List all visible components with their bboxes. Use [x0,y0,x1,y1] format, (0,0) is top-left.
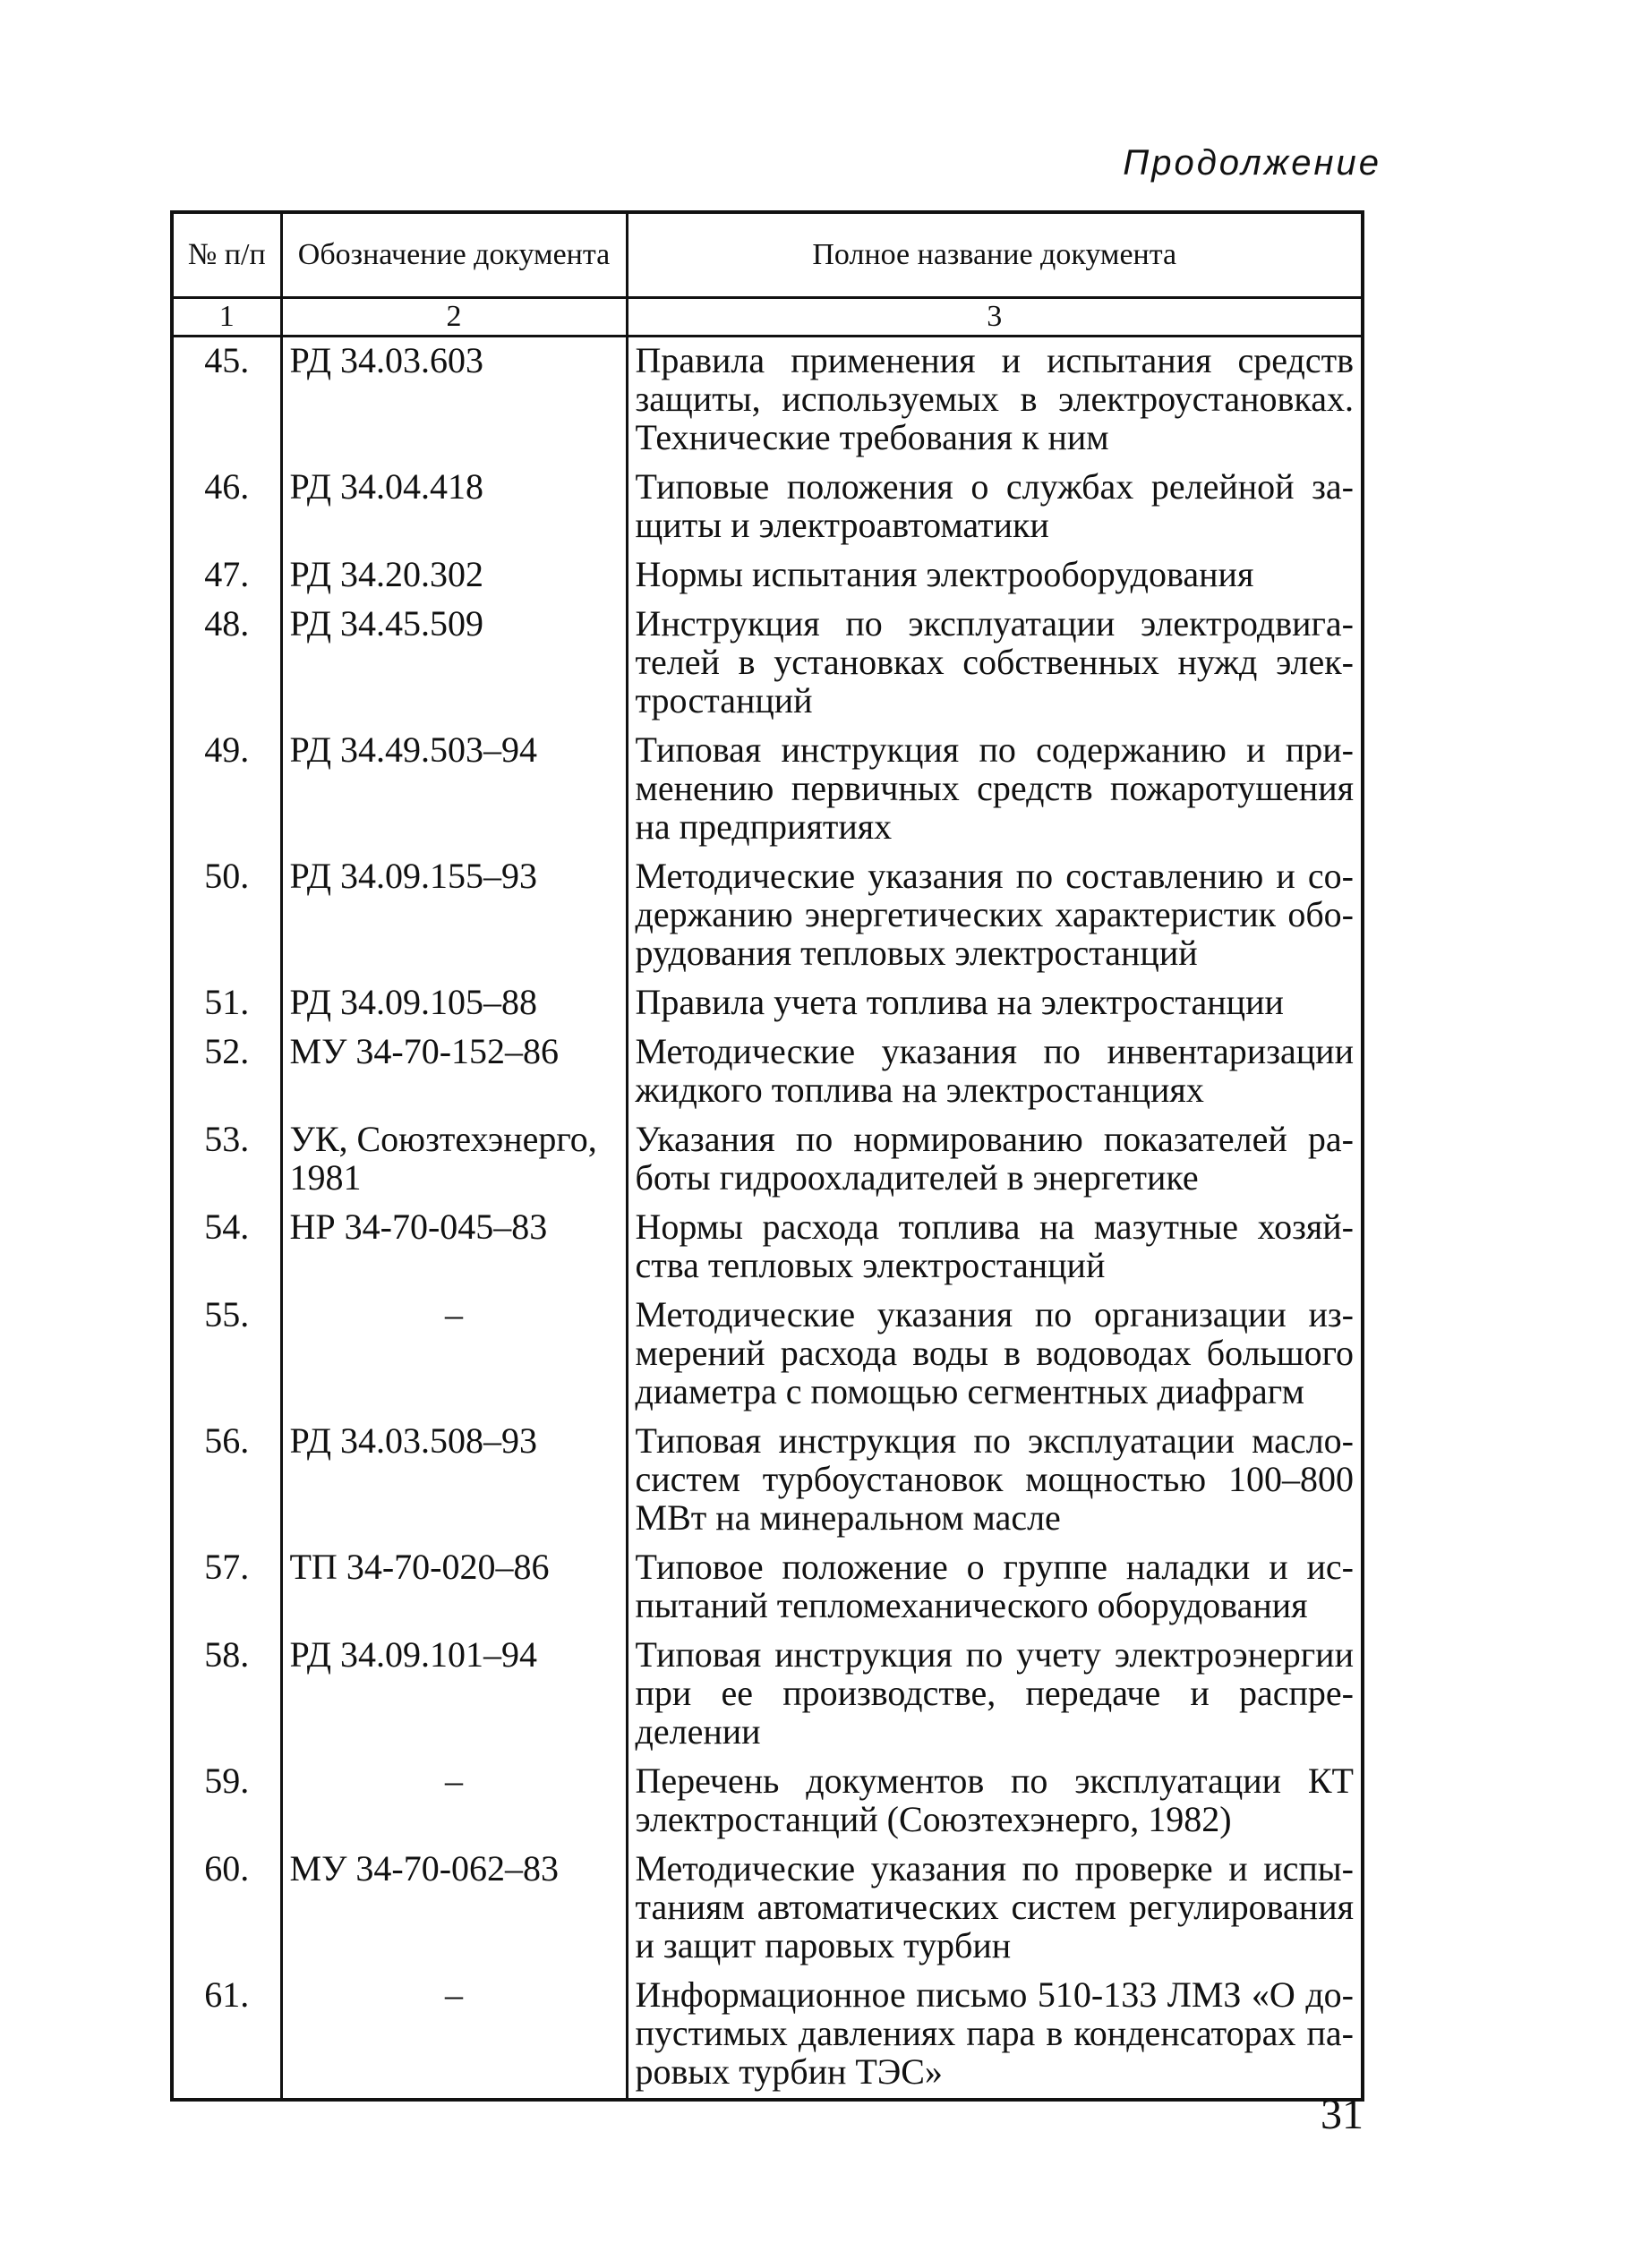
document-title: Методические указания по проверке и испытаниям автоматических систем регулирования и защит паровых турбин [627,1846,1363,1972]
table-row [172,1028,1363,1116]
row-number: 58. [172,1632,281,1758]
document-title: Перечень документов по эксплуатации КТ электростанций (Союзтехэнерго, 1982) [627,1758,1363,1846]
column-header-designation: Обозначение документа [281,212,627,298]
document-designation: РД 34.09.155–93 [281,853,627,979]
document-designation: РД 34.49.503–94 [281,727,627,853]
row-number: 59. [172,1758,281,1846]
document-designation: – [281,1972,627,2100]
document-title: Нормы расхода топлива на мазутные хозяйства тепловых электростанций [627,1204,1363,1292]
table-row [172,1632,1363,1758]
document-title: Правила применения и испытания средств защиты, используемых в электроустановках. Технические требования к ним [627,337,1363,465]
document-title: Методические указания по инвентаризации жидкого топлива на электростанциях [627,1028,1363,1116]
document-designation: РД 34.03.508–93 [281,1418,627,1544]
row-number: 46. [172,464,281,551]
table-row [172,464,1363,551]
document-designation: УК, Союзтехэнерго, 1981 [281,1116,627,1204]
document-designation: ТП 34-70-020–86 [281,1544,627,1632]
column-number-2: 2 [281,298,627,337]
document-title: Типовая инструкция по учету электроэнергии при ее производстве, передаче и распределении [627,1632,1363,1758]
column-number-1: 1 [172,298,281,337]
document-designation: – [281,1758,627,1846]
column-numbers-row [172,298,1363,337]
table-row [172,727,1363,853]
page-number: 31 [1321,2091,1364,2138]
column-number-3: 3 [627,298,1363,337]
document-title: Типовая инструкция по эксплуатации маслосистем турбоустановок мощностью 100–800 МВт на минеральном масле [627,1418,1363,1544]
row-number: 50. [172,853,281,979]
column-header-number: № п/п [172,212,281,298]
table-row [172,551,1363,601]
document-designation: РД 34.03.603 [281,337,627,465]
document-designation: МУ 34-70-062–83 [281,1846,627,1972]
row-number: 57. [172,1544,281,1632]
documents-table [170,210,1364,2102]
row-number: 55. [172,1292,281,1418]
document-title: Методические указания по организации измерений расхода воды в водоводах большого диаметра с помощью сегментных диафрагм [627,1292,1363,1418]
document-designation: – [281,1292,627,1418]
table-row [172,1544,1363,1632]
row-number: 52. [172,1028,281,1116]
continuation-label: Продолжение [1123,143,1381,183]
document-designation: РД 34.04.418 [281,464,627,551]
column-header-full-title: Полное название документа [627,212,1363,298]
table-row [172,979,1363,1028]
document-title: Типовое положение о группе наладки и испытаний тепломеханического оборудования [627,1544,1363,1632]
document-designation: РД 34.09.105–88 [281,979,627,1028]
table-body [172,337,1363,2101]
document-designation: МУ 34-70-152–86 [281,1028,627,1116]
table-row [172,1116,1363,1204]
document-designation: НР 34-70-045–83 [281,1204,627,1292]
document-title: Методические указания по составлению и содержанию энергетических характеристик оборудования тепловых электростанций [627,853,1363,979]
table-row [172,337,1363,465]
table-row [172,1292,1363,1418]
row-number: 45. [172,337,281,465]
table-row [172,1972,1363,2100]
row-number: 47. [172,551,281,601]
document-title: Типовая инструкция по содержанию и применению первичных средств пожаротушения на предприятиях [627,727,1363,853]
document-title: Информационное письмо 510-133 ЛМЗ «О допустимых давлениях пара в конденсаторах паровых турбин ТЭС» [627,1972,1363,2100]
document-designation: РД 34.45.509 [281,601,627,727]
document-title: Указания по нормированию показателей работы гидроохладителей в энергетике [627,1116,1363,1204]
table-row [172,1846,1363,1972]
table-row [172,853,1363,979]
row-number: 54. [172,1204,281,1292]
document-title: Правила учета топлива на электростанции [627,979,1363,1028]
row-number: 48. [172,601,281,727]
row-number: 53. [172,1116,281,1204]
document-designation: РД 34.09.101–94 [281,1632,627,1758]
header-row [172,212,1363,298]
row-number: 49. [172,727,281,853]
document-designation: РД 34.20.302 [281,551,627,601]
row-number: 60. [172,1846,281,1972]
row-number: 51. [172,979,281,1028]
document-title: Нормы испытания электрооборудования [627,551,1363,601]
row-number: 56. [172,1418,281,1544]
table-row [172,1758,1363,1846]
table-row [172,1204,1363,1292]
row-number: 61. [172,1972,281,2100]
document-title: Инструкция по эксплуатации электродвигателей в установках собственных нужд электростанций [627,601,1363,727]
table-row [172,601,1363,727]
table-row [172,1418,1363,1544]
document-title: Типовые положения о службах релейной защиты и электроавтоматики [627,464,1363,551]
